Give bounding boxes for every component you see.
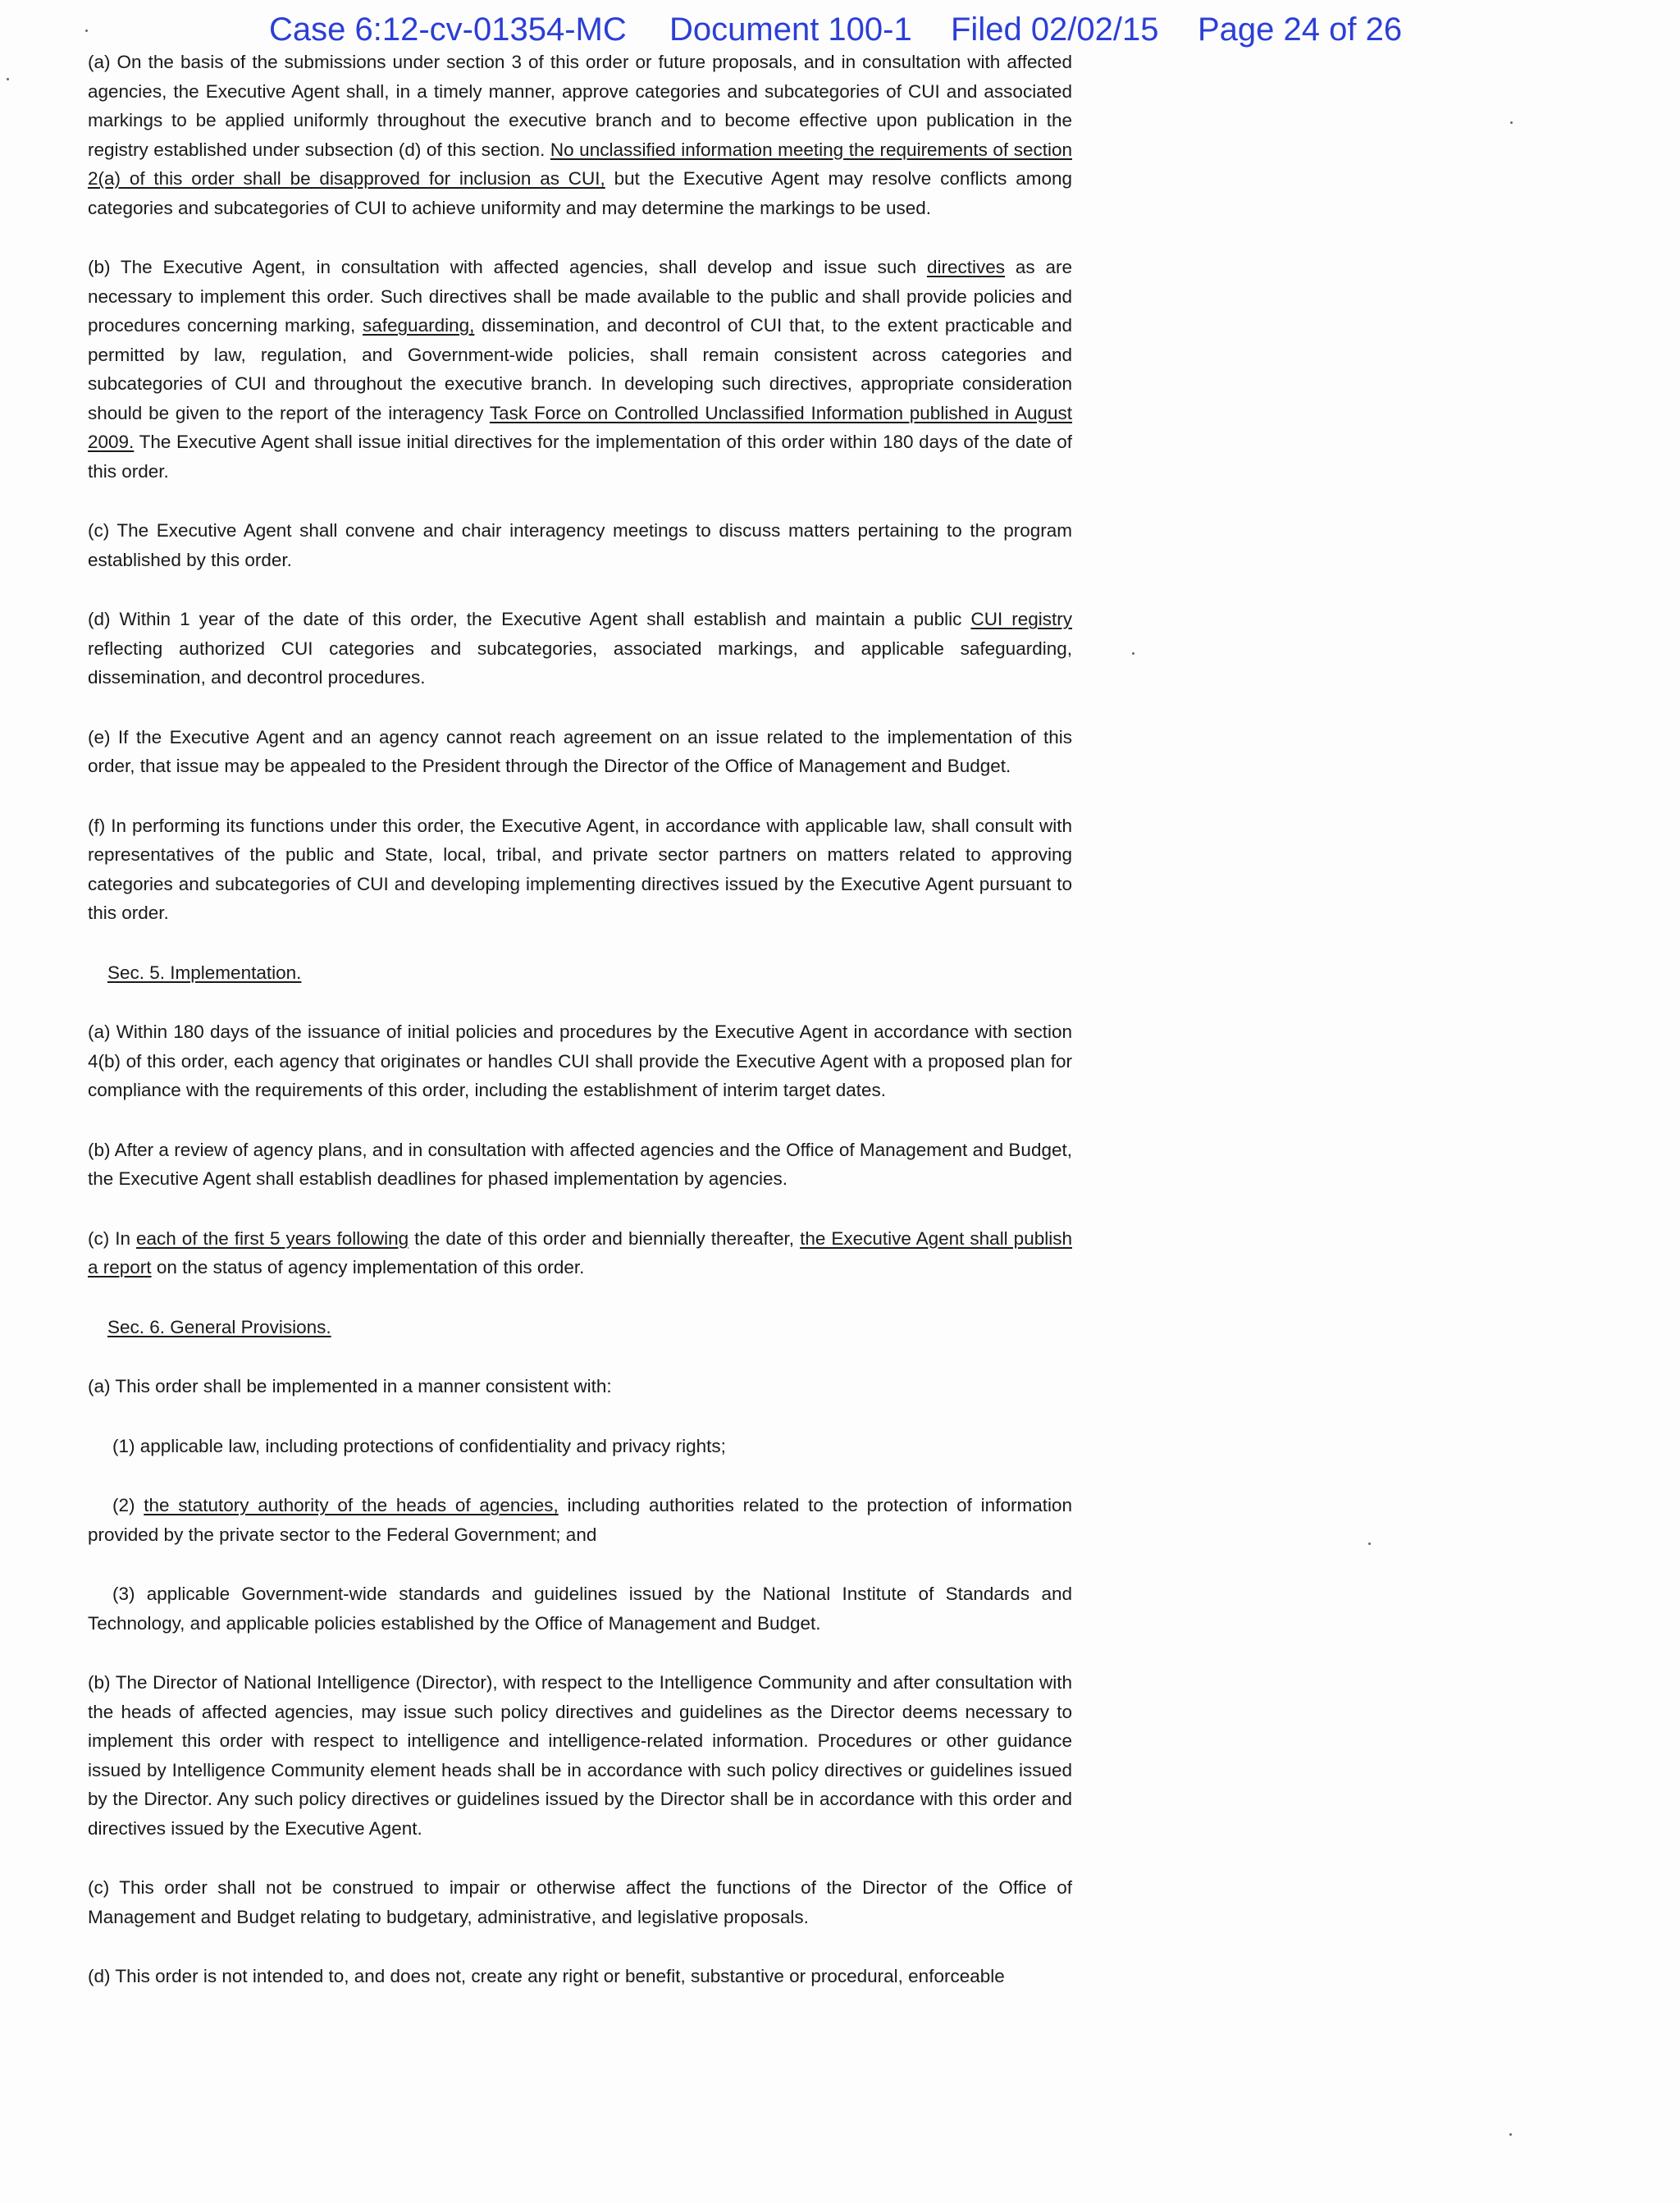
underlined-phrase: safeguarding, — [363, 315, 475, 336]
sec4-paragraph-f: (f) In performing its functions under this order, the Executive Agent, in accordance with applicable law, shall consult with representatives of the public and State, local, tribal, and private sector partners on matters related to approving categories and subcategories of CUI and developing implementing directives issued by the Executive Agent pursuant to this order. — [88, 815, 1072, 923]
section-5-heading: Sec. 5. Implementation. — [107, 962, 302, 983]
sec6-paragraph-d: (d) This order is not intended to, and does not, create any right or benefit, substantive or procedural, enforceable — [88, 1966, 1005, 1986]
scan-speck — [1368, 1543, 1371, 1545]
underlined-phrase: the statutory authority of the heads of agencies, — [144, 1495, 559, 1515]
sec4-paragraph-b: (b) The Executive Agent, in consultation with affected agencies, shall develop and issue such directives as are necessary to implement this order. Such directives shall be made available to the public and shall provide policies and procedures concerning marking, safeguarding, dissemination, and decontrol of CUI that, to the extent practicable and permitted by law, regulation, and Government-wide policies, shall remain consistent across categories and subcategories of CUI and throughout the executive branch. In developing such directives, appropriate consideration should be given to the report of the interagency Task Force on Controlled Unclassified Information published in August 2009. The Executive Agent shall issue initial directives for the implementation of this order within 180 days of the date of this order. — [88, 257, 1072, 482]
scan-speck — [1509, 2133, 1512, 2136]
scan-speck — [1132, 652, 1134, 655]
underlined-phrase: Task Force on Controlled Unclassified Information published in August 2009. — [88, 402, 1072, 452]
underlined-phrase: each of the first 5 years following — [136, 1227, 409, 1249]
section-6-heading: Sec. 6. General Provisions. — [107, 1316, 331, 1337]
sec5-paragraph-a: (a) Within 180 days of the issuance of initial policies and procedures by the Executive Agent in accordance with section 4(b) of this order, each agency that originates or handles CUI shall provide the Executive Agent with a proposed plan for compliance with the requirements of this order, including the establishment of interim target dates. — [88, 1022, 1072, 1100]
scan-speck — [1510, 121, 1513, 124]
sec4-paragraph-a: (a) On the basis of the submissions under section 3 of this order or future proposals, and in consultation with affected agencies, the Executive Agent shall, in a timely manner, approve categories and subcategories of CUI and associated markings to be applied uniformly throughout the executive branch and to become effective upon publication in the registry established under subsection (d) of this section. No unclassified information meeting the requirements of section 2(a) of this order shall be disapproved for inclusion as CUI, but the Executive Agent may resolve conflicts among categories and subcategories of CUI to achieve uniformity and may determine the markings to be used. — [88, 52, 1072, 218]
document-number: Document 100-1 — [669, 11, 912, 48]
page-number: Page 24 of 26 — [1198, 11, 1403, 48]
sec4-paragraph-e: (e) If the Executive Agent and an agency cannot reach agreement on an issue related to the implementation of this order, that issue may be appealed to the President through the Director of the Office of Management and Budget. — [88, 726, 1072, 776]
sec6-paragraph-b: (b) The Director of National Intelligence (Director), with respect to the Intelligence Community and after consultation with the heads of affected agencies, may issue such policy directives and guidelines as the Director deems necessary to implement this order with respect to intelligence and intelligence-related information. Procedures or other guidance issued by Intelligence Community element heads shall be in accordance with such policy directives or guidelines issued by the Director. Any such policy directives or guidelines issued by the Director shall be in accordance with this order and directives issued by the Executive Agent. — [88, 1672, 1072, 1839]
scan-speck — [85, 30, 88, 32]
underlined-phrase: directives — [926, 257, 1006, 277]
sec4-paragraph-c: (c) The Executive Agent shall convene and chair interagency meetings to discuss matters pertaining to the program established by this order. — [88, 520, 1072, 570]
underlined-phrase: the Executive Agent shall publish a report — [88, 1227, 1072, 1277]
sec6-item-2: (2) the statutory authority of the heads of agencies, including authorities related to the protection of information provided by the private sector to the Federal Government; and — [88, 1495, 1072, 1545]
sec6-item-3: (3) applicable Government-wide standards and guidelines issued by the National Institute of Standards and Technology, and applicable policies established by the Office of Management and Budget. — [88, 1584, 1072, 1634]
filed-date: Filed 02/02/15 — [951, 11, 1159, 48]
sec6-paragraph-c: (c) This order shall not be construed to impair or otherwise affect the functions of the Director of the Office of Management and Budget relating to budgetary, administrative, and legislative proposals. — [88, 1877, 1072, 1927]
sec5-paragraph-c: (c) In each of the first 5 years following the date of this order and biennially thereafter, the Executive Agent shall publish a report on the status of agency implementation of this order. — [88, 1227, 1072, 1277]
sec6-item-1: (1) applicable law, including protections of confidentiality and privacy rights; — [112, 1435, 726, 1456]
underlined-phrase: No unclassified information meeting the requirements of section 2(a) of this order shall be disapproved for inclusion as CUI, — [88, 139, 1072, 189]
scan-speck — [7, 78, 9, 80]
document-body — [88, 48, 1072, 2022]
sec4-paragraph-d: (d) Within 1 year of the date of this order, the Executive Agent shall establish and maintain a public CUI registry reflecting authorized CUI categories and subcategories, associated markings, and applicable safeguarding, dissemination, and decontrol procedures. — [88, 609, 1072, 688]
sec6-paragraph-a: (a) This order shall be implemented in a manner consistent with: — [88, 1376, 612, 1396]
underlined-phrase: CUI registry — [970, 609, 1072, 629]
case-number: Case 6:12-cv-01354-MC — [269, 11, 627, 48]
sec5-paragraph-b: (b) After a review of agency plans, and in consultation with affected agencies and the Office of Management and Budget, the Executive Agent shall establish deadlines for phased implementation by agencies. — [88, 1139, 1072, 1189]
